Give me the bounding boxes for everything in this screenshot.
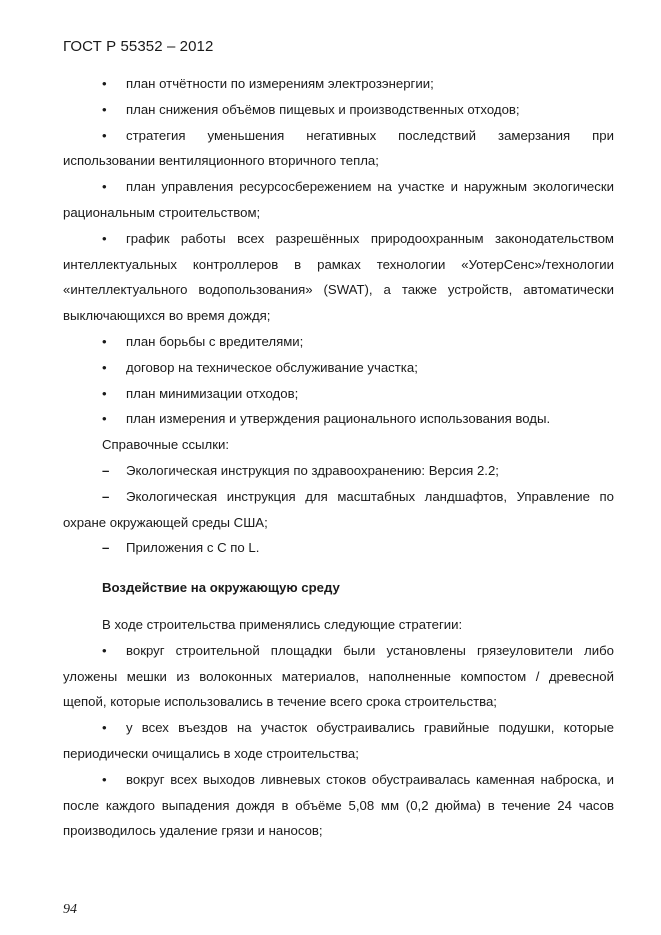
list-item <box>63 226 614 329</box>
dash-icon: – <box>102 488 110 504</box>
list-item <box>63 406 614 432</box>
page-body <box>63 71 614 844</box>
bullet-icon: • <box>102 179 107 195</box>
bullet-icon: • <box>102 127 107 143</box>
reference-text: Приложения с C по L. <box>126 540 260 556</box>
list-item <box>63 638 614 715</box>
list-item <box>63 381 614 407</box>
list-item-text: план измерения и утверждения рационального использования воды. <box>126 411 551 427</box>
section-intro: В ходе строительства применялись следующие стратегии: <box>102 616 463 632</box>
list-item <box>63 767 614 844</box>
bullet-icon: • <box>102 385 107 401</box>
list-item-text: вокруг всех выходов ливневых стоков обустраивалась каменная наброска, и после каждого выпадения дождя в объёме 5,08 мм (0,2 дюйма) в течение 24 часов производилось удаление грязи и наносов; <box>63 771 614 839</box>
document-header: ГОСТ Р 55352 – 2012 <box>63 38 214 55</box>
dash-icon: – <box>102 540 110 556</box>
list-item <box>63 355 614 381</box>
bullet-icon: • <box>102 101 107 117</box>
list-item-text: план борьбы с вредителями; <box>126 333 304 349</box>
list-item <box>63 97 614 123</box>
list-item <box>63 174 614 226</box>
page-number: 94 <box>63 902 77 917</box>
list-item-text: план отчётности по измерениям электрозэнергии; <box>126 76 434 91</box>
bullet-icon: • <box>102 230 107 246</box>
bullet-icon: • <box>102 359 107 375</box>
bullet-icon: • <box>102 411 107 427</box>
section-heading: Воздействие на окружающую среду <box>102 580 340 596</box>
list-item-text: план снижения объёмов пищевых и производственных отходов; <box>126 101 520 117</box>
bullet-icon: • <box>102 333 107 349</box>
list-item <box>63 715 614 767</box>
list-item <box>63 123 614 175</box>
list-item-text: стратегия уменьшения негативных последствий замерзания при использовании вентиляционного вторичного тепла; <box>63 127 614 169</box>
list-item <box>63 329 614 355</box>
list-item-text: график работы всех разрешённых природоохранным законодательством интеллектуальных контроллеров в рамках технологии «УотерСенс»/технологии «интеллектуального водопользования» (SWAT), а также устройств, автоматически выключающихся во время дождя; <box>63 230 614 324</box>
bullet-icon: • <box>102 720 107 736</box>
list-item <box>63 71 614 97</box>
list-item-text: у всех въездов на участок обустраивались гравийные подушки, которые периодически очищались в ходе строительства; <box>63 720 614 761</box>
list-item-text: план управления ресурсосбережением на участке и наружным экологически рациональным строительством; <box>63 179 614 220</box>
reference-item <box>63 484 614 536</box>
bullet-icon: • <box>102 642 107 658</box>
dash-icon: – <box>102 462 110 478</box>
bullet-icon: • <box>102 771 107 787</box>
reference-text: Экологическая инструкция для масштабных ландшафтов, Управление по охране окружающей среды США; <box>63 488 614 530</box>
list-item-text: договор на техническое обслуживание участка; <box>126 359 418 375</box>
references-title: Справочные ссылки: <box>102 437 230 453</box>
list-item-text: вокруг строительной площадки были установлены грязеуловители либо уложены мешки из волоконных материалов, наполненные компостом / древесной щепой, которые использовались в течение всего срока строительства; <box>63 642 614 710</box>
reference-text: Экологическая инструкция по здравоохранению: Версия 2.2; <box>126 462 499 478</box>
bullet-icon: • <box>102 76 107 91</box>
reference-item <box>63 458 614 484</box>
list-item-text: план минимизации отходов; <box>126 385 299 401</box>
reference-item <box>63 535 614 561</box>
